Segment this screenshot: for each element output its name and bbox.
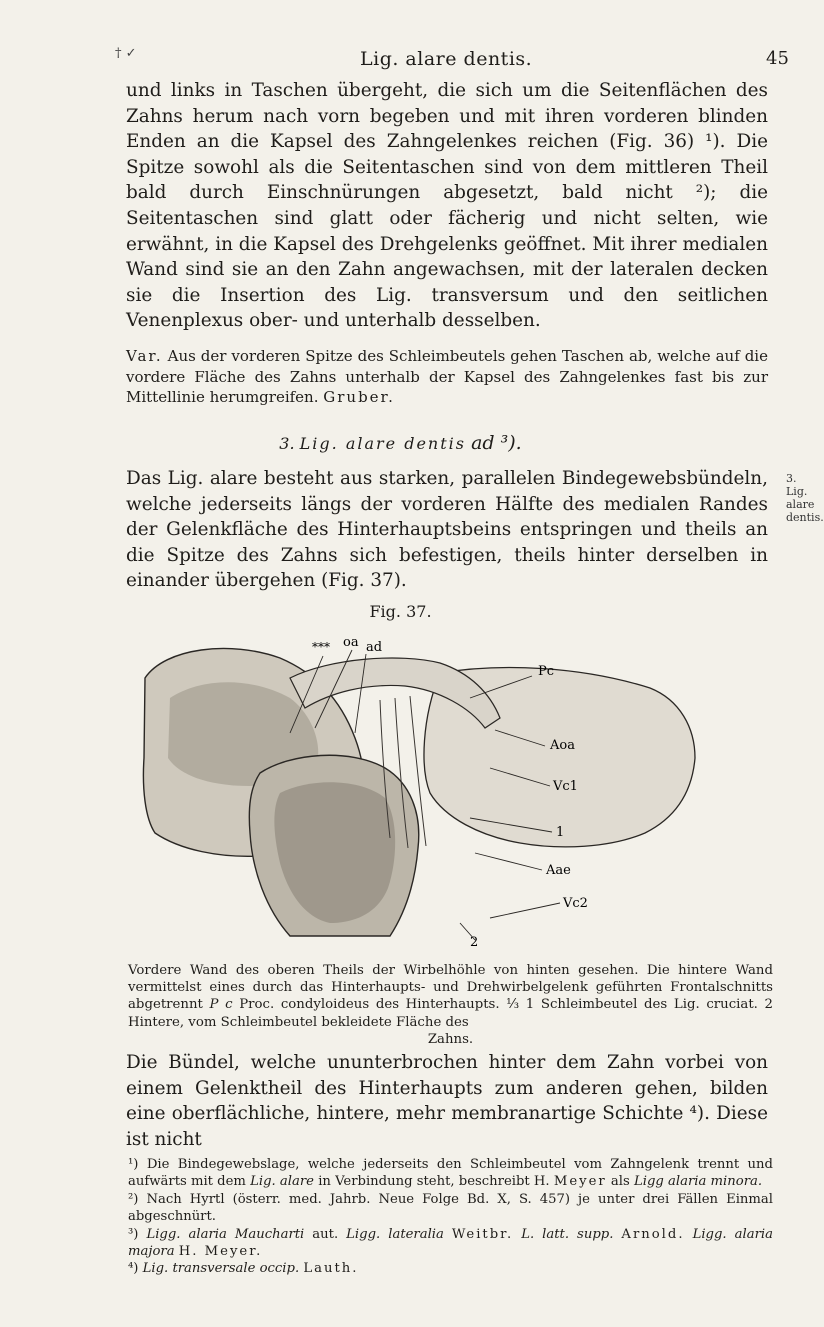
footnote-1-text-b: in Verbindung steht, beschreibt H. (318, 1174, 550, 1190)
section-suffix: ad ³). (471, 432, 522, 454)
anatomical-figure (140, 618, 700, 948)
variant-paragraph (126, 346, 768, 408)
footnote-1 (128, 1156, 773, 1191)
footnote-4-mark: ⁴) (128, 1261, 139, 1277)
page-number: 45 (766, 48, 789, 69)
footnote-3-mark: ³) (128, 1226, 139, 1242)
label-ad: ad (366, 640, 383, 655)
caption-pc: P c (209, 997, 233, 1013)
label-2: 2 (470, 935, 479, 950)
footnote-1-lig: Lig. alare (250, 1174, 314, 1190)
label-aae: Aae (546, 863, 571, 878)
footnote-2-text: Nach Hyrtl (österr. med. Jahrb. Neue Folge Bd. X, S. 457) je unter drei Fällen Einmal abgeschnürt. (128, 1191, 773, 1225)
figure-caption (128, 962, 773, 1048)
section-number: 3. (279, 434, 295, 453)
footnote-3-b: aut. (312, 1226, 339, 1242)
footnote-3-f: Arnold. (621, 1226, 685, 1242)
label-stars: *** (312, 640, 330, 654)
margin-note (786, 472, 824, 524)
footnote-3-c: Ligg. lateralia (346, 1226, 444, 1242)
label-pc: Pc (538, 664, 555, 679)
paragraph-3: Die Bündel, welche ununterbrochen hinter dem Zahn vorbei von einem Gelenktheil des Hinterhaupts zum anderen gehen, bilden eine oberflächliche, hintere, mehr membranartige Schichte ⁴). Diese ist nicht (126, 1052, 768, 1150)
variant-author: Gruber. (323, 388, 395, 406)
footnote-3-g: Ligg. alaria majora (128, 1226, 773, 1260)
footnote-3-h: H. Meyer. (178, 1244, 263, 1260)
label-1: 1 (556, 825, 565, 840)
label-aoa: Aoa (550, 738, 575, 753)
footnote-1-text-c: als (610, 1174, 630, 1190)
variant-text: Aus der vorderen Spitze des Schleimbeutels gehen Taschen ab, welche auf die vordere Fläche des Zahns unterhalb der Kapsel des Zahngelenkes fast bis zur Mittellinie herumgreifen. (126, 347, 768, 406)
footnote-2 (128, 1191, 773, 1226)
footnote-1-author: Meyer (553, 1174, 607, 1190)
footnote-4 (128, 1260, 773, 1277)
paragraph-2: Das Lig. alare besteht aus starken, parallelen Bindegewebsbündeln, welche jederseits längs der vorderen Hälfte des medialen Randes der Gelenkfläche des Hinterhauptsbeins entspringen und theils an die Spitze des Zahns sich befestigen, theils hinter derselben in einander übergehen (Fig. 37). (126, 468, 768, 592)
footnotes (128, 1156, 773, 1278)
footnote-3 (128, 1226, 773, 1261)
margin-note-line-1: 3. Lig. alare (786, 472, 815, 511)
footnote-1-text-a: Die Bindegewebslage, welche jederseits den Schleimbeutel vom Zahngelenk trennt und aufwärts mit dem (128, 1157, 773, 1190)
section-heading (0, 432, 801, 454)
margin-note-line-2: dentis. (786, 511, 824, 524)
footnote-3-e: L. latt. supp. (521, 1226, 614, 1242)
variant-label: Var. (126, 347, 163, 365)
footnote-2-mark: ²) (128, 1191, 139, 1207)
label-vc2: Vc2 (563, 896, 588, 911)
label-oa: oa (343, 635, 359, 650)
footnote-3-d: Weitbr. (451, 1226, 514, 1242)
footnote-1-term: Ligg alaria minora. (633, 1174, 763, 1190)
section-title: Lig. alare dentis (299, 434, 466, 453)
footnote-4-b: Lauth. (303, 1261, 359, 1277)
caption-part-b: Proc. condyloideus des Hinterhaupts. ⅓ 1 Schleimbeutel des Lig. cruciat. 2 Hintere, vom Schleimbeutel bekleidete Fläche des (128, 997, 774, 1030)
footnote-3-a: Ligg. alaria Maucharti (146, 1226, 305, 1242)
caption-part-a: Vordere Wand des oberen Theils der Wirbelhöhle von hinten gesehen. Die hintere Wand vermittelst eines durch das Hinterhaupts- und Drehwirbelgelenk geführten Frontalschnitts abgetrennt (128, 963, 773, 1013)
figure-label: Fig. 37. (369, 602, 432, 621)
caption-part-c: Zahns. (427, 1031, 474, 1047)
paragraph-1: und links in Taschen übergeht, die sich um die Seitenflächen des Zahns herum nach vorn begeben und mit ihren vorderen blinden Enden an die Kapsel des Zahngelenkes reichen (Fig. 36) ¹). Die Spitze sowohl als die Seitentaschen sind von dem mittleren Theil bald durch Einschnürungen abgesetzt, bald nicht ²); die Seitentaschen sind glatt oder fächerig und nicht selten, wie erwähnt, in die Kapsel des Drehgelenks geöffnet. Mit ihrer medialen Wand sind sie an den Zahn angewachsen, mit der lateralen decken sie die Insertion des Lig. transversum und den seitlichen Venenplexus ober- und unterhalb desselben. (126, 80, 768, 332)
label-vc1: Vc1 (553, 779, 578, 794)
running-header-title: Lig. alare dentis. (360, 48, 533, 70)
footnote-4-a: Lig. transversale occip. (142, 1261, 300, 1277)
footnote-1-mark: ¹) (128, 1157, 139, 1172)
margin-pencil-mark: † ✓ (115, 46, 137, 61)
